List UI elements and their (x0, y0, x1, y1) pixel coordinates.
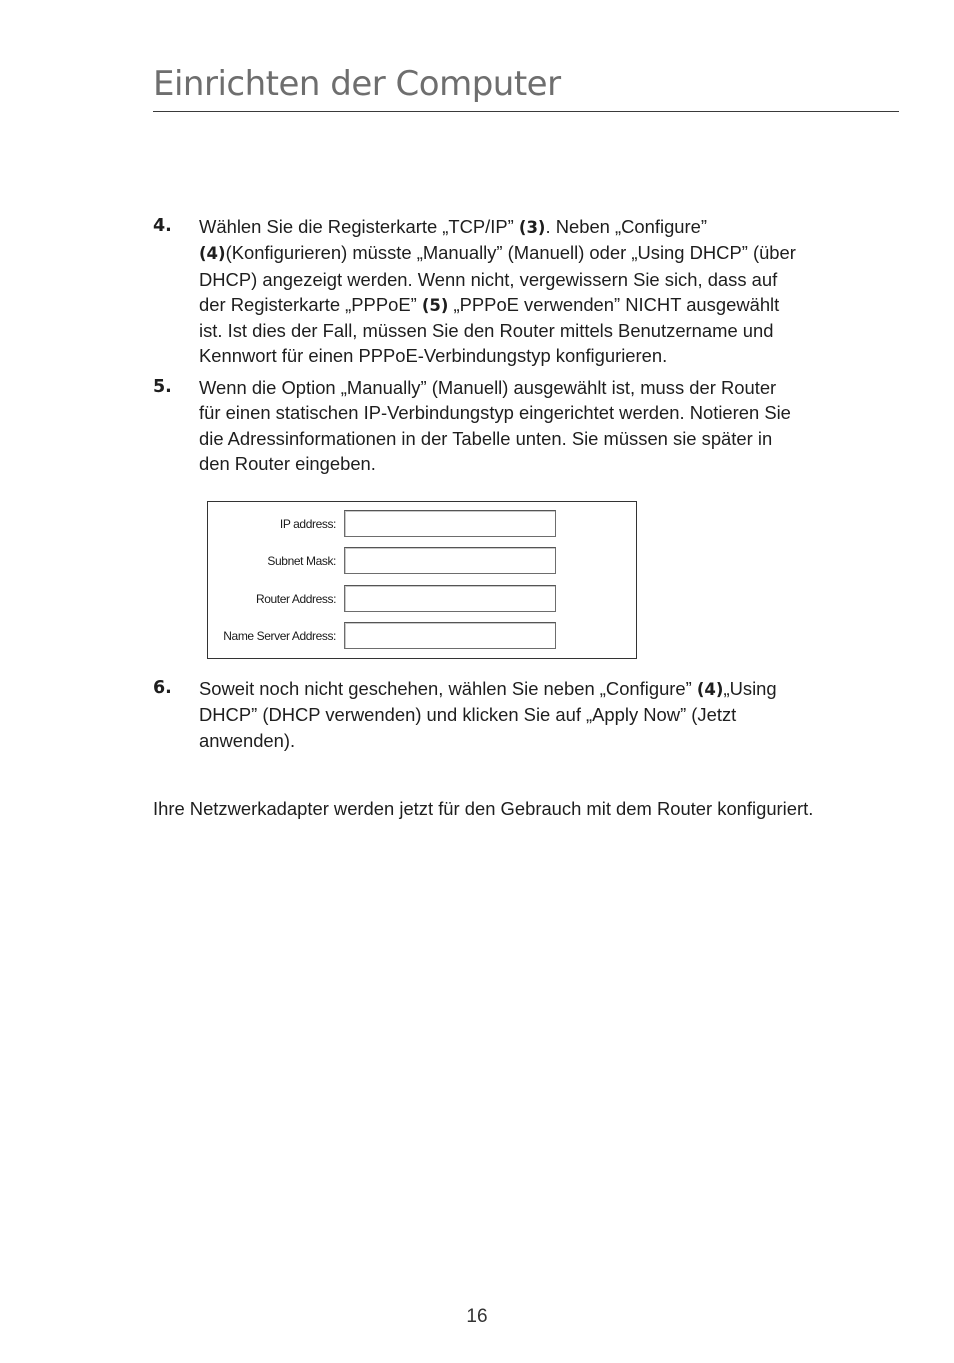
name-server-address-field[interactable] (344, 622, 556, 649)
subnet-mask-field[interactable] (344, 547, 556, 574)
figure-reference: (4) (199, 244, 226, 264)
page-title: Einrichten der Computer (153, 64, 561, 104)
step-text (199, 214, 873, 369)
step-number: 6. (153, 678, 172, 698)
title-divider (153, 111, 899, 112)
address-form-screenshot (207, 501, 637, 659)
router-address-label: Router Address: (255, 592, 336, 606)
summary-text: Ihre Netzwerkadapter werden jetzt für den Gebrauch mit dem Router konfiguriert. (153, 798, 814, 819)
page-number: 16 (466, 1306, 488, 1327)
step-number: 5. (153, 377, 172, 397)
step-text-segment: „PPPoE verwenden” NICHT ausgewählt ist. Ist dies der Fall, müssen Sie den Router mittels Benutzername und Kennwort für einen PPPoE-Verbindungstyp konfigurieren. (199, 293, 780, 367)
step-text-segment: Wählen Sie die Registerkarte „TCP/IP” (199, 216, 519, 237)
ip-address-row (208, 510, 636, 540)
name-server-address-label: Name Server Address: (223, 629, 336, 643)
step-text (199, 676, 873, 753)
figure-reference: (3) (518, 218, 546, 237)
router-address-field[interactable] (344, 585, 556, 612)
step-number: 4. (153, 216, 172, 236)
step-text-segment: „Using DHCP” (DHCP verwenden) und klicken Sie auf „Apply Now” (Jetzt anwenden). (199, 678, 777, 751)
step-5 (153, 375, 873, 476)
router-address-row (208, 585, 636, 615)
step-4 (153, 214, 873, 369)
figure-reference: (4) (696, 680, 724, 699)
subnet-mask-row (208, 547, 636, 577)
step-text-segment: . Neben „Configure” (545, 216, 707, 237)
step-text-segment: Soweit noch nicht geschehen, wählen Sie neben „Configure” (199, 678, 697, 699)
figure-reference: (5) (421, 295, 449, 315)
ip-address-field[interactable] (344, 510, 556, 537)
step-text-segment: Wenn die Option „Manually” (Manuell) ausgewählt ist, muss der Router für einen statischen IP-Verbindungstyp eingerichtet werden. Notieren Sie die Adressinformationen in der Tabelle unten. Sie müssen sie später in den Router eingeben. (199, 377, 791, 474)
step-6 (153, 676, 873, 753)
subnet-mask-label: Subnet Mask: (267, 554, 336, 568)
name-server-address-row (208, 622, 636, 652)
step-text-segment: (Konfigurieren) müsste „Manually” (Manuell) oder „Using DHCP” (über DHCP) angezeigt werden. Wenn nicht, vergewissern Sie sich, dass auf der Registerkarte „PPPoE” (199, 242, 796, 315)
step-text (199, 375, 873, 476)
ip-address-label: IP address: (279, 517, 336, 531)
